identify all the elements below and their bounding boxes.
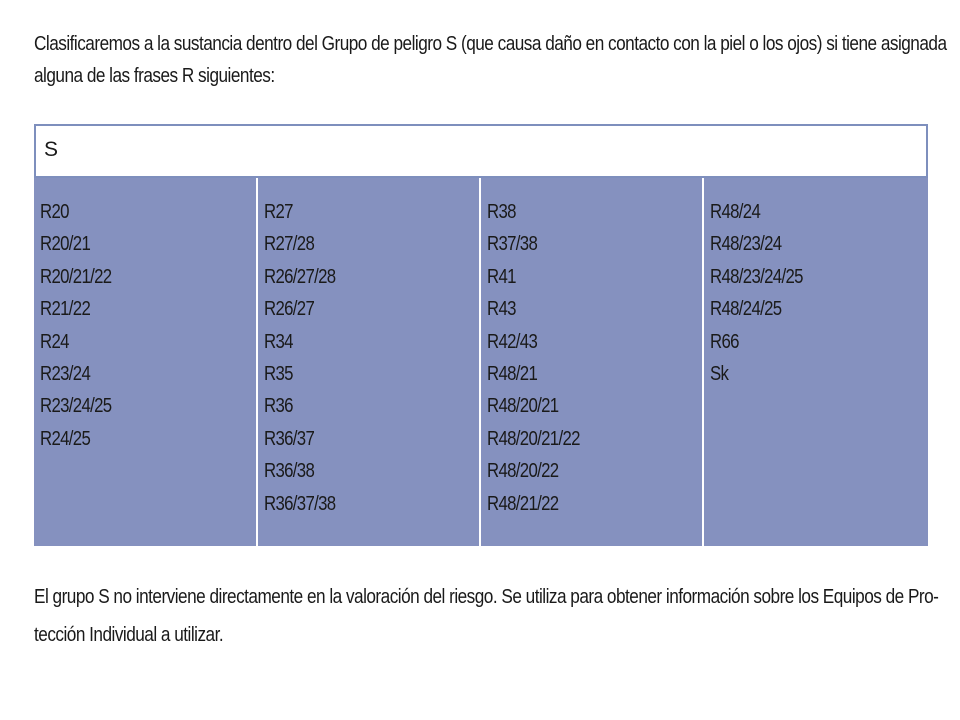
r-phrase-item: R20/21 bbox=[40, 233, 91, 256]
r-phrase-item: R27 bbox=[264, 201, 293, 223]
r-phrase-item: R26/27/28 bbox=[264, 265, 336, 288]
group-label: S bbox=[44, 138, 59, 161]
r-phrase-item: R48/23/24 bbox=[710, 233, 782, 256]
note-paragraph bbox=[34, 578, 939, 654]
r-phrase-item: R20/21/22 bbox=[40, 265, 112, 288]
r-phrase-item: R48/20/21/22 bbox=[487, 427, 580, 450]
r-phrase-item: R48/21 bbox=[487, 363, 538, 386]
note-line-2: tección Individual a utilizar. bbox=[34, 624, 224, 646]
r-phrase-item: R37/38 bbox=[487, 233, 538, 256]
r-phrase-item: R48/21/22 bbox=[487, 492, 559, 515]
r-phrase-item: R35 bbox=[264, 363, 293, 386]
r-phrase-item: Sk bbox=[710, 363, 729, 386]
r-phrase-item: R36 bbox=[264, 395, 293, 418]
r-phrase-item: R20 bbox=[40, 201, 69, 223]
note-line-1: El grupo S no interviene directamente en la valoración del riesgo. Se utiliza para obtener información sobre los Equipos de Pro- bbox=[34, 586, 939, 608]
group-header-cell bbox=[34, 124, 928, 178]
intro-line-1: Clasificaremos a la sustancia dentro del Grupo de peligro S (que causa daño en contacto con la piel o los ojos) si tiene asignada bbox=[34, 33, 947, 55]
r-phrase-item: R36/38 bbox=[264, 460, 315, 483]
phrases-column-4 bbox=[704, 178, 928, 546]
r-phrase-item: R66 bbox=[710, 330, 739, 353]
r-phrase-item: R24/25 bbox=[40, 427, 91, 450]
r-phrase-item: R48/20/21 bbox=[487, 395, 559, 418]
r-phrase-item: R23/24/25 bbox=[40, 395, 112, 418]
r-phrase-item: R26/27 bbox=[264, 298, 315, 321]
phrases-column-1 bbox=[34, 178, 258, 546]
r-phrase-item: R27/28 bbox=[264, 233, 315, 256]
r-phrase-item: R48/20/22 bbox=[487, 460, 559, 483]
intro-paragraph bbox=[34, 28, 947, 92]
r-phrase-item: R43 bbox=[487, 298, 516, 321]
r-phrase-item: R21/22 bbox=[40, 298, 91, 321]
r-phrase-item: R38 bbox=[487, 201, 516, 223]
r-phrase-item: R24 bbox=[40, 330, 69, 353]
r-phrases-table bbox=[34, 178, 928, 546]
r-phrase-item: R41 bbox=[487, 265, 516, 288]
r-phrase-item: R36/37 bbox=[264, 427, 315, 450]
phrases-column-3 bbox=[481, 178, 704, 546]
intro-line-2: alguna de las frases R siguientes: bbox=[34, 65, 275, 87]
r-phrase-item: R48/23/24/25 bbox=[710, 265, 803, 288]
r-phrase-item: R48/24/25 bbox=[710, 298, 782, 321]
r-phrase-item: R36/37/38 bbox=[264, 492, 336, 515]
phrases-column-2 bbox=[258, 178, 481, 546]
r-phrase-item: R23/24 bbox=[40, 363, 91, 386]
r-phrase-item: R42/43 bbox=[487, 330, 538, 353]
r-phrase-item: R48/24 bbox=[710, 201, 761, 223]
r-phrase-item: R34 bbox=[264, 330, 293, 353]
